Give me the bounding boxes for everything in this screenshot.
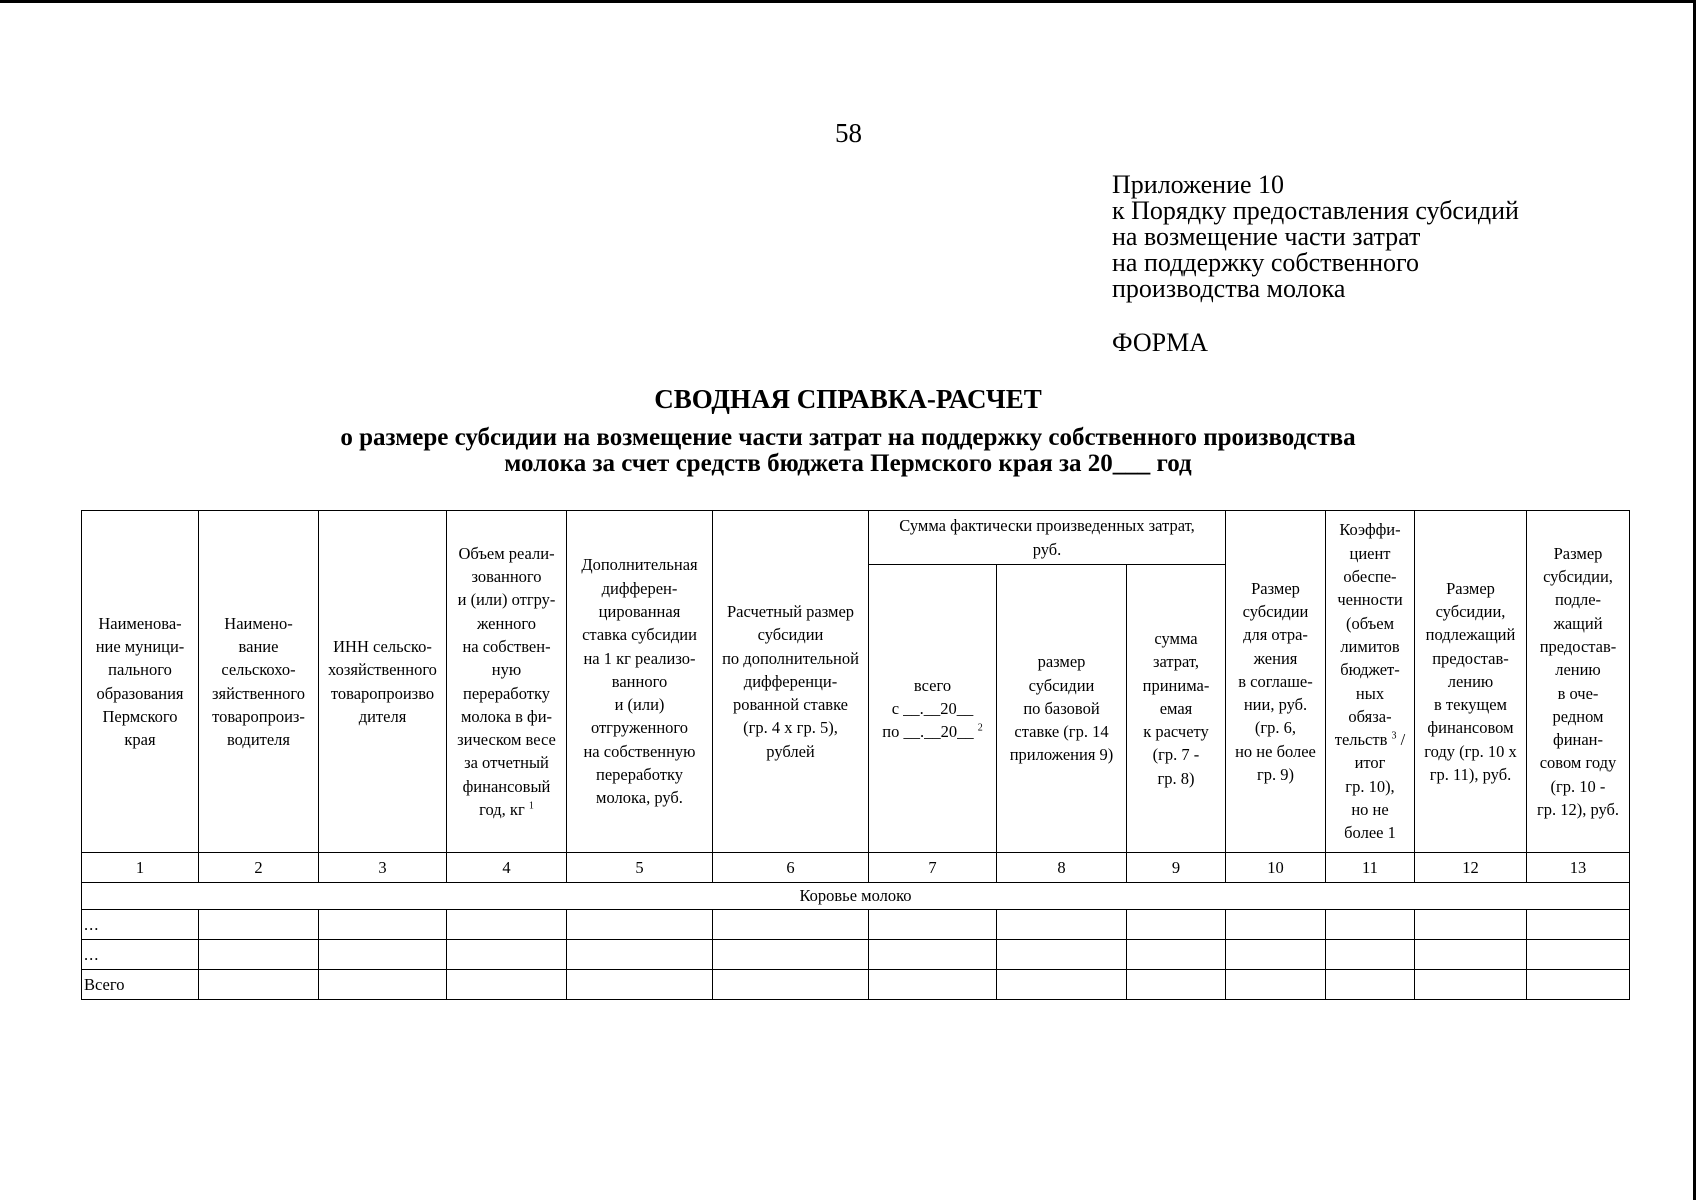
table-cell — [199, 940, 319, 970]
appendix-line: производства молока — [1112, 274, 1346, 303]
table-cell — [1326, 910, 1415, 940]
section-row — [82, 883, 1630, 910]
table-cell — [713, 940, 869, 970]
column-number: 10 — [1226, 853, 1326, 883]
header-costs-total — [869, 565, 997, 853]
column-number: 8 — [997, 853, 1127, 883]
table-cell — [319, 940, 447, 970]
table-cell — [1127, 970, 1226, 1000]
document-title: СВОДНАЯ СПРАВКА-РАСЧЕТ — [654, 384, 1042, 414]
table-cell — [1415, 910, 1527, 940]
table-cell — [1415, 970, 1527, 1000]
table-cell — [713, 910, 869, 940]
column-number-row — [82, 853, 1630, 883]
row-label: ... — [82, 910, 199, 940]
table-cell — [997, 970, 1127, 1000]
table-cell — [1527, 970, 1630, 1000]
table-cell — [713, 970, 869, 1000]
table-cell — [1415, 940, 1527, 970]
column-number: 1 — [82, 853, 199, 883]
table-cell — [447, 940, 567, 970]
header-costs-total-label: всего — [913, 675, 952, 695]
table-cell — [1226, 970, 1326, 1000]
calculation-table — [81, 510, 1630, 1000]
footnote-mark: 1 — [528, 800, 534, 812]
column-number: 7 — [869, 853, 997, 883]
column-number: 9 — [1127, 853, 1226, 883]
column-number: 12 — [1415, 853, 1527, 883]
header-coefficient-text-b: / итог гр. 10), но не более 1 — [1344, 730, 1406, 843]
page-number: 58 — [835, 118, 862, 148]
header-base-rate-subsidy: размер субсидии по базовой ставке (гр. 14 приложения 9) — [997, 565, 1127, 853]
table-cell — [567, 970, 713, 1000]
appendix-line: на возмещение части затрат — [1112, 222, 1421, 251]
table-cell — [997, 910, 1127, 940]
table-cell — [1527, 910, 1630, 940]
header-calculated-subsidy: Расчетный размер субсидии по дополнительной дифференци- рованной ставке (гр. 4 х гр. 5), рублей — [713, 511, 869, 853]
table-cell — [567, 910, 713, 940]
row-label-total: Всего — [82, 970, 199, 1000]
table-cell — [997, 940, 1127, 970]
page-frame-top — [0, 0, 1696, 3]
appendix-line: на поддержку собственного — [1112, 248, 1420, 277]
column-number: 3 — [319, 853, 447, 883]
header-milk-volume-text: Объем реали- зованного и (или) отгру- женного на собствен- ную переработку молока в фи- зическом весе за отчетный финансовый год, кг — [457, 543, 556, 819]
table-row-total — [82, 970, 1630, 1000]
header-municipality: Наименова- ние муници- пального образования Пермского края — [82, 511, 199, 853]
appendix-line: к Порядку предоставления субсидий — [1112, 196, 1519, 225]
header-costs-period-to: по __.__20__ — [882, 722, 974, 742]
subtitle-line: о размере субсидии на возмещение части затрат на поддержку собственного производства — [340, 424, 1356, 451]
column-number: 11 — [1326, 853, 1415, 883]
column-number: 6 — [713, 853, 869, 883]
table-cell — [1226, 940, 1326, 970]
table-cell — [567, 940, 713, 970]
form-label: ФОРМА — [1112, 328, 1208, 357]
header-costs-period-from: с __.__20__ — [891, 698, 974, 718]
table-cell — [869, 910, 997, 940]
header-additional-rate: Дополнительная дифферен- цированная ставка субсидии на 1 кг реализо- ванного и (или) отгруженного на собственную переработку молока, руб. — [567, 511, 713, 853]
table-cell — [869, 940, 997, 970]
table-cell — [199, 970, 319, 1000]
header-coefficient — [1326, 511, 1415, 853]
header-milk-volume — [447, 511, 567, 853]
header-actual-costs-group: Сумма фактически произведенных затрат, руб. — [869, 511, 1226, 565]
appendix-line: Приложение 10 — [1112, 170, 1285, 199]
appendix-block — [1112, 172, 1519, 302]
header-accepted-costs: сумма затрат, принима- емая к расчету (гр. 7 - гр. 8) — [1127, 565, 1226, 853]
section-label: Коровье молоко — [82, 883, 1630, 910]
column-number: 2 — [199, 853, 319, 883]
table-cell — [447, 970, 567, 1000]
table-cell — [1127, 910, 1226, 940]
document-subtitle — [0, 425, 1696, 477]
column-number: 4 — [447, 853, 567, 883]
table-row — [82, 910, 1630, 940]
table-row — [82, 940, 1630, 970]
subtitle-line: молока за счет средств бюджета Пермского края за 20___ год — [504, 450, 1192, 477]
header-next-year-subsidy: Размер субсидии, подле- жащий предостав- лению в оче- редном финан- совом году (гр. 10 - гр. 12), руб. — [1527, 511, 1630, 853]
table-cell — [1127, 940, 1226, 970]
column-number: 13 — [1527, 853, 1630, 883]
header-producer-inn: ИНН сельско- хозяйственного товаропроизво дителя — [319, 511, 447, 853]
header-row — [82, 511, 1630, 565]
table-cell — [1527, 940, 1630, 970]
table-cell — [447, 910, 567, 940]
table-cell — [1226, 910, 1326, 940]
column-number: 5 — [567, 853, 713, 883]
table-cell — [319, 970, 447, 1000]
row-label: ... — [82, 940, 199, 970]
table-cell — [869, 970, 997, 1000]
table-cell — [319, 910, 447, 940]
header-current-year-subsidy: Размер субсидии, подлежащий предостав- лению в текущем финансовом году (гр. 10 х гр. 11), руб. — [1415, 511, 1527, 853]
footnote-mark: 2 — [977, 722, 983, 734]
header-agreement-subsidy: Размер субсидии для отра- жения в соглаше- нии, руб. (гр. 6, но не более гр. 9) — [1226, 511, 1326, 853]
footnote-mark: 3 — [1391, 730, 1397, 742]
table-cell — [199, 910, 319, 940]
header-costs-period-to-wrap — [871, 720, 994, 743]
header-coefficient-text-a: Коэффи- циент обеспе- ченности (объем лимитов бюджет- ных обяза- тельств — [1334, 520, 1403, 750]
header-producer-name: Наимено- вание сельскохо- зяйственного товаропроиз- водителя — [199, 511, 319, 853]
table-cell — [1326, 940, 1415, 970]
table-cell — [1326, 970, 1415, 1000]
